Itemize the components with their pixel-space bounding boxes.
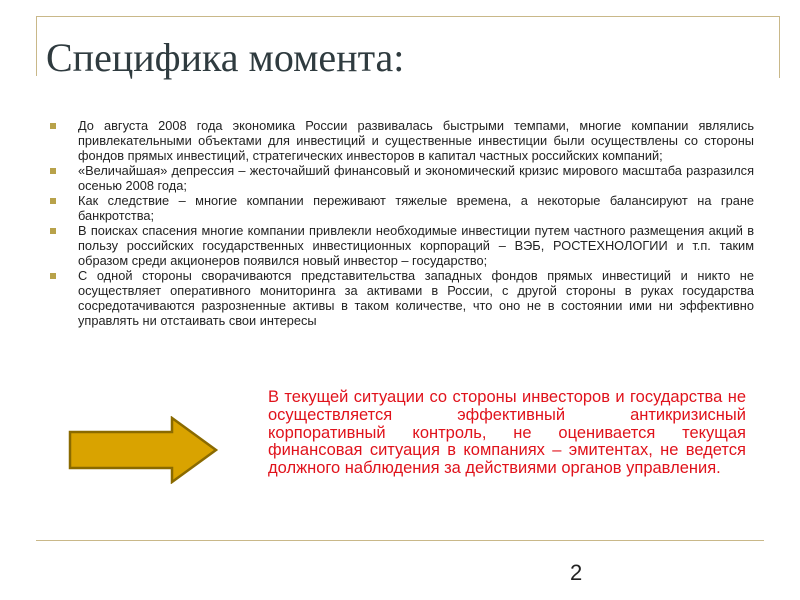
title-left-rule [36, 16, 37, 76]
list-item [50, 268, 754, 328]
footer-divider [36, 540, 764, 541]
bullet-text: «Величайшая» депрессия – жесточайший финансовый и экономический кризис мирового масштаба разразился осенью 2008 года; [78, 163, 754, 193]
bullet-text: Как следствие – многие компании переживают тяжелые времена, а некоторые балансируют на гране банкротства; [78, 193, 754, 223]
page-number: 2 [570, 560, 583, 585]
bullet-text: С одной стороны сворачиваются представительства западных фондов прямых инвестиций и никто не осуществляет оперативного мониторинга за активами в России, с другой стороны в руках государства сосредотачиваются разрозненные активы в таком количестве, что оно не в состоянии ими ни эффективно управлять ни отстаивать свои интересы [78, 268, 754, 328]
square-bullet-icon [50, 168, 56, 174]
bullet-list [50, 118, 754, 328]
square-bullet-icon [50, 273, 56, 279]
right-arrow-icon [68, 416, 220, 484]
list-item [50, 193, 754, 223]
square-bullet-icon [50, 123, 56, 129]
list-item [50, 118, 754, 163]
square-bullet-icon [50, 228, 56, 234]
list-item [50, 223, 754, 268]
list-item [50, 163, 754, 193]
conclusion-callout: В текущей ситуации со стороны инвесторов и государства не осуществляется эффективный антикризисный корпоративный контроль, не оценивается текущая финансовая ситуация в компаниях – эмитентах, не ведется должного наблюдения за действиями органов управления. [268, 388, 746, 478]
square-bullet-icon [50, 198, 56, 204]
slide-title: Специфика момента: [46, 35, 405, 80]
bullet-text: До августа 2008 года экономика России развивалась быстрыми темпами, многие компании являлись привлекательными объектами для инвестиций и существенные инвестиции были осуществлены со стороны фондов прямых инвестиций, стратегических инвесторов в капитал частных российских компаний; [78, 118, 754, 163]
bullet-text: В поисках спасения многие компании привлекли необходимые инвестиции путем частного размещения акций в пользу российских государственных инвестиционных корпораций – ВЭБ, РОСТЕХНОЛОГИИ и т.п. таким образом среди акционеров появился новый инвестор – государство; [78, 223, 754, 268]
